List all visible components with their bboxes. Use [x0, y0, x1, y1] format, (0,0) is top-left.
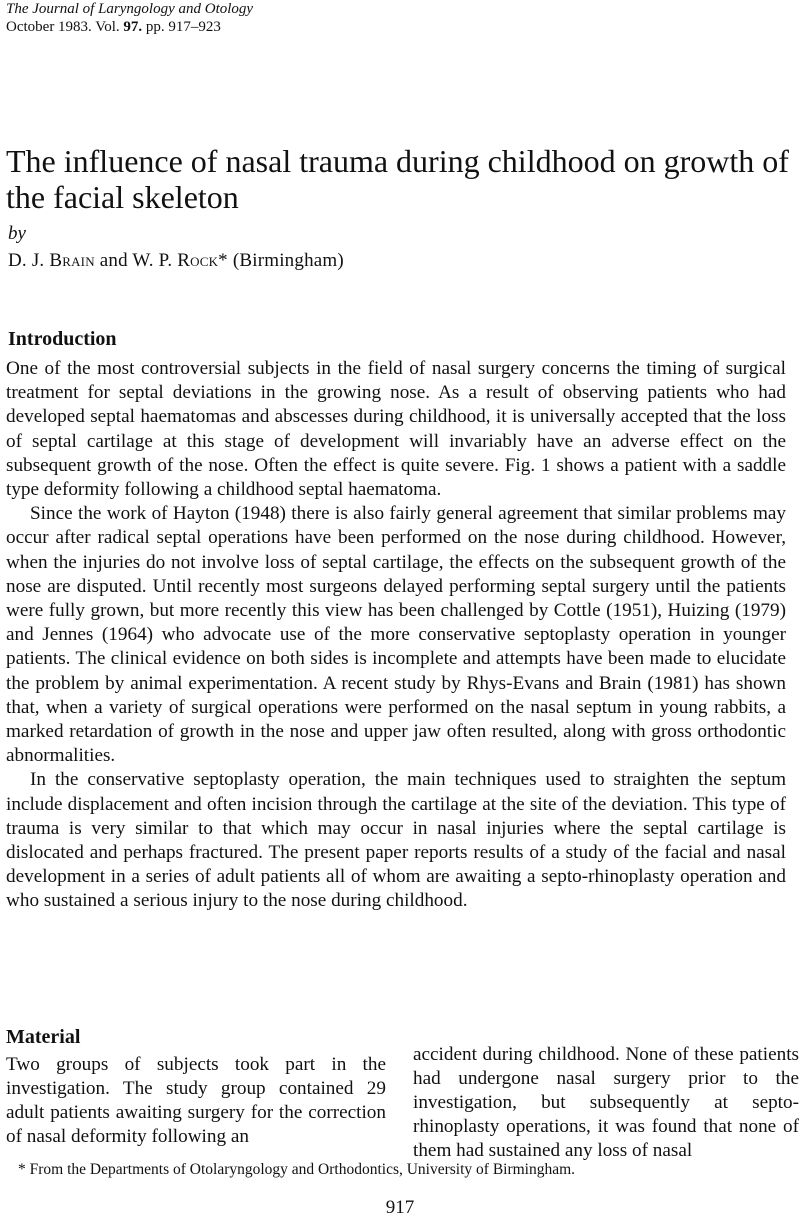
authors-conjunction: and [99, 250, 128, 271]
byline-label: by [8, 223, 26, 244]
journal-name: The Journal of Laryngology and Otology [6, 1, 254, 17]
page-number: 917 [385, 1197, 415, 1218]
material-right-column: accident during childhood. None of these patients had undergone nasal surgery prior to the investigation, but subsequently at septo-rhinoplasty operations, it was found that none of them had sustained any loss of nasal [413, 1044, 799, 1161]
page-range: pp. 917–923 [145, 19, 221, 35]
article-title: The influence of nasal trauma during childhood on growth of the facial skeleton [6, 143, 789, 215]
author-2-surname: Rock [177, 250, 219, 271]
introduction-paragraph: In the conservative septoplasty operation, the main techniques used to straighten the septum include displacement and often incision through the cartilage at the site of the deviation. This type of trauma is very similar to that which may occur in nasal injuries where the septal cartilage is dislocated and perhaps fractured. The present paper reports results of a study of the facial and nasal development in a series of adult patients all of whom are awaiting a septo-rhinoplasty operation and who sustained a serious injury to the nose during childhood. [6, 769, 786, 912]
volume-number: 97. [123, 19, 143, 35]
introduction-heading: Introduction [8, 328, 117, 350]
introduction-paragraph: Since the work of Hayton (1948) there is also fairly general agreement that similar problems may occur after radical septal operations have been performed on the nose during childhood. However, when the injuries do not involve loss of septal cartilage, the effects on the subsequent growth of the nose are disputed. Until recently most surgeons delayed performing septal surgery until the patients were fully grown, but more recently this view has been challenged by Cottle (1951), Huizing (1979) and Jennes (1964) who advocate use of the more conservative septoplasty operation in younger patients. The clinical evidence on both sides is incomplete and attempts have been made to elucidate the problem by animal experimentation. A recent study by Rhys-Evans and Brain (1981) has shown that, when a variety of surgical operations were performed on the nasal septum in young rabbits, a marked retardation of growth in the nose and upper jaw often resulted, along with gross orthodontic abnormalities. [6, 503, 786, 767]
material-heading: Material [6, 1026, 81, 1048]
footnote: * From the Departments of Otolaryngology and Orthodontics, University of Birmingham. [18, 1161, 576, 1178]
authors-line [8, 250, 344, 272]
author-1-initials: D. J. [8, 250, 45, 271]
author-2-initials: W. P. [132, 250, 173, 271]
author-affiliation-location: * (Birmingham) [218, 250, 344, 271]
introduction-body [6, 357, 786, 914]
journal-header [6, 0, 253, 36]
material-left-column: Two groups of subjects took part in the investigation. The study group contained 29 adult patients awaiting surgery for the correction of nasal deformity following an [6, 1054, 386, 1147]
introduction-paragraph: One of the most controversial subjects in the field of nasal surgery concerns the timing of surgical treatment for septal deviations in the growing nose. As a result of observing patients who had developed septal haematomas and abscesses during childhood, it is universally accepted that the loss of septal cartilage at this stage of development will invariably have an adverse effect on the subsequent growth of the nose. Often the effect is quite severe. Fig. 1 shows a patient with a saddle type deformity following a childhood septal haematoma. [6, 358, 786, 501]
issue-prefix: October 1983. Vol. [6, 19, 120, 35]
author-1-surname: Brain [49, 250, 95, 271]
